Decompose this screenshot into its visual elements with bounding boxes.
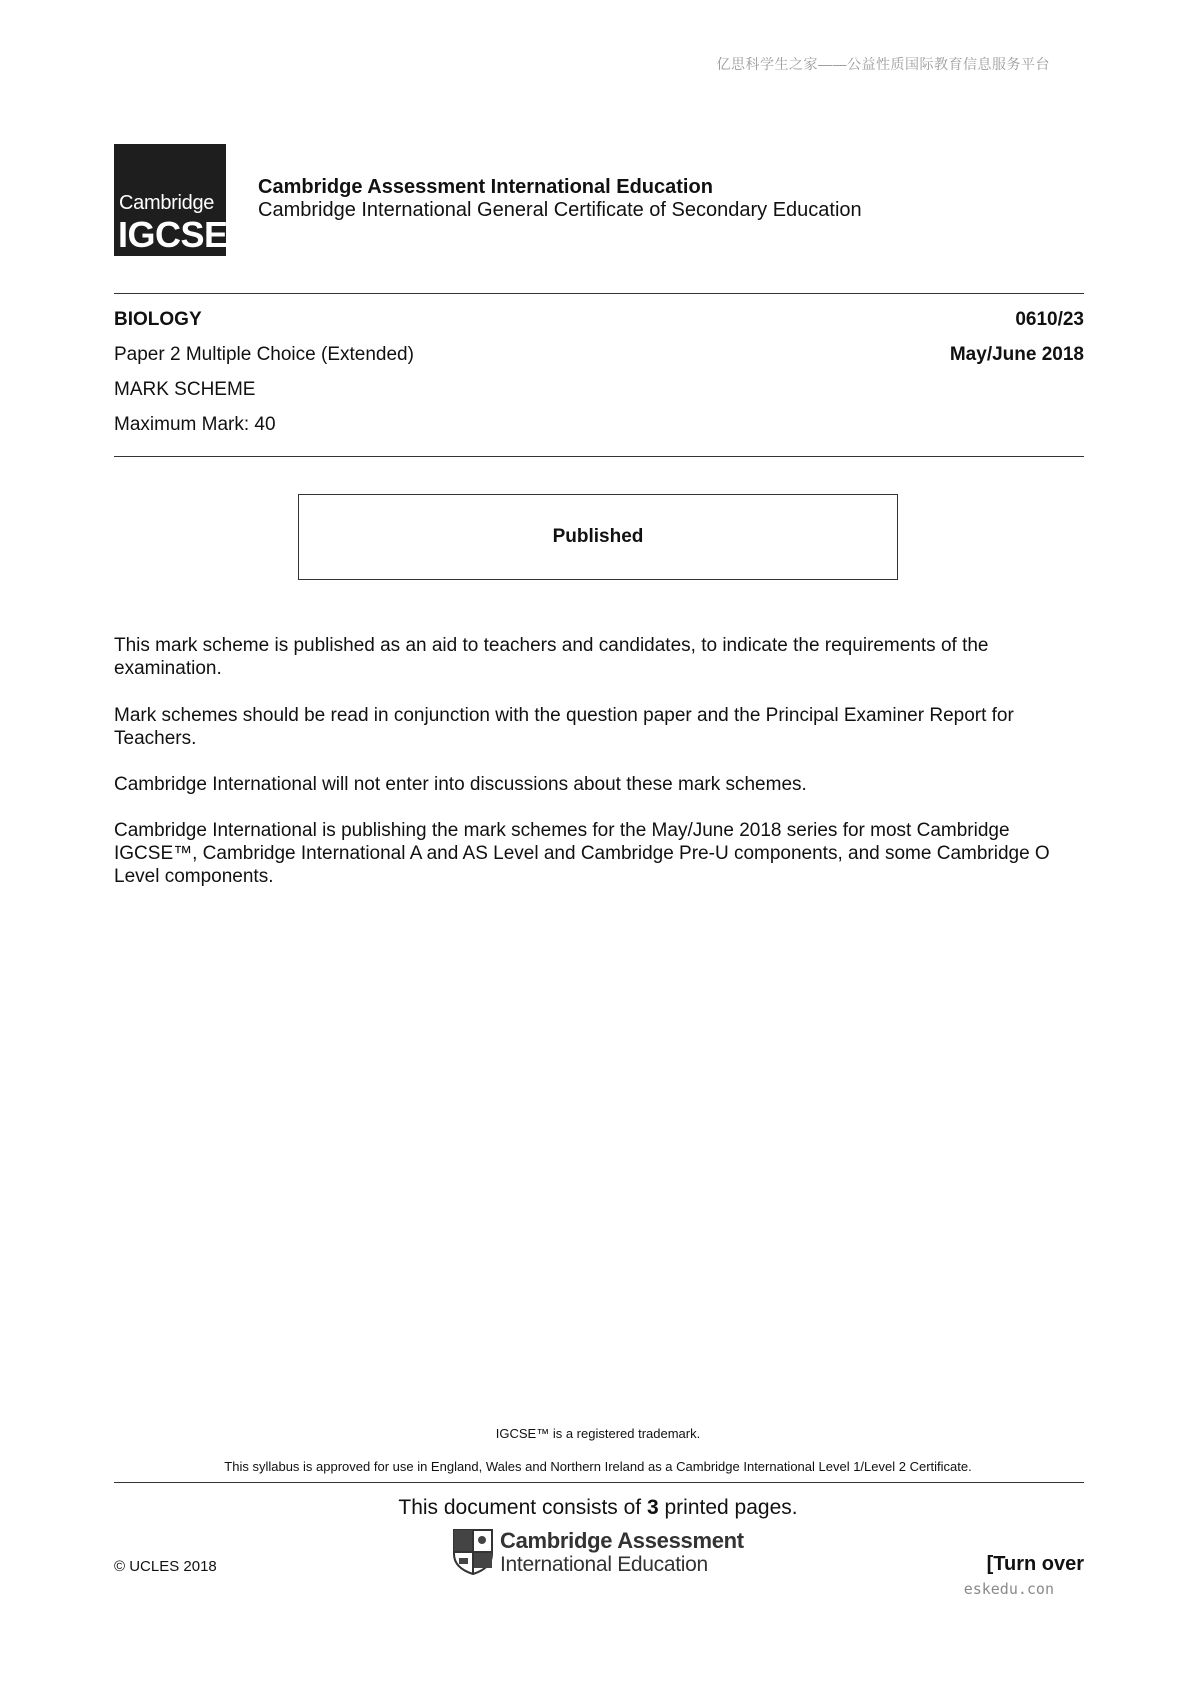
exam-session: May/June 2018 <box>949 344 1084 365</box>
cae-line1: Cambridge Assessment <box>500 1528 744 1553</box>
page-count-prefix: This document consists of <box>398 1496 647 1519</box>
page-count-suffix: printed pages. <box>658 1496 798 1519</box>
cambridge-igcse-logo <box>114 144 226 256</box>
divider-footer <box>114 1482 1084 1483</box>
copyright: © UCLES 2018 <box>114 1558 217 1575</box>
divider-middle <box>114 456 1084 457</box>
published-label: Published <box>552 526 644 547</box>
organisation-name: Cambridge Assessment International Education <box>258 176 713 198</box>
syllabus-note: This syllabus is approved for use in England, Wales and Northern Ireland as a Cambridge International Level 1/Level 2 Certificate. <box>224 1459 972 1474</box>
cae-line2: International Education <box>500 1553 708 1576</box>
page-count-number: 3 <box>646 1496 659 1519</box>
paragraph-series: Cambridge International is publishing the mark schemes for the May/June 2018 series for most Cambridge IGCSE™, Cambridge International A and AS Level and Cambridge Pre-U components, and some Cambridge O Level components. <box>114 820 1050 887</box>
page-count-line <box>0 1496 1190 1520</box>
watermark-top: 亿思科学生之家——公益性质国际教育信息服务平台 <box>716 56 1050 72</box>
turn-over: [Turn over <box>986 1553 1084 1575</box>
watermark-bottom: eskedu.con <box>963 1580 1054 1598</box>
cambridge-assessment-logo <box>452 1528 752 1580</box>
subject: BIOLOGY <box>114 309 202 330</box>
divider-top <box>114 293 1084 294</box>
paragraph-conjunction: Mark schemes should be read in conjunction with the question paper and the Principal Examiner Report for Teachers. <box>114 705 1014 749</box>
logo-line1: Cambridge <box>119 192 215 214</box>
maximum-mark: Maximum Mark: 40 <box>114 414 276 435</box>
published-box <box>298 494 898 580</box>
document-type: MARK SCHEME <box>114 379 256 400</box>
logo-line2: IGCSE <box>118 214 228 255</box>
paper-title: Paper 2 Multiple Choice (Extended) <box>114 344 414 365</box>
syllabus-code: 0610/23 <box>1015 309 1084 330</box>
trademark-note: IGCSE™ is a registered trademark. <box>495 1426 701 1441</box>
paragraph-discussions: Cambridge International will not enter into discussions about these mark schemes. <box>114 774 807 795</box>
paragraph-aid: This mark scheme is published as an aid to teachers and candidates, to indicate the requirements of the examination. <box>114 635 989 679</box>
qualification-name: Cambridge International General Certificate of Secondary Education <box>258 199 862 221</box>
shield-icon <box>452 1528 494 1576</box>
